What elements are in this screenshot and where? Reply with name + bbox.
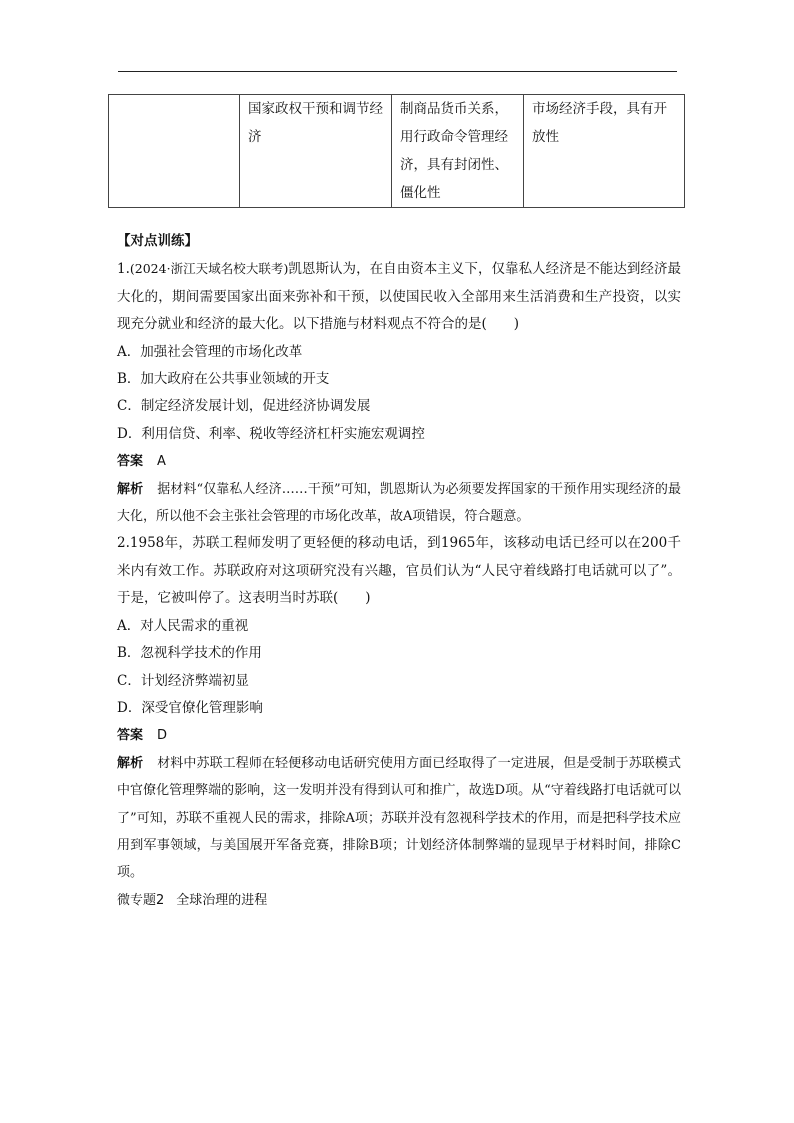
explanation-label: 解析 xyxy=(117,755,144,771)
answer-value: A xyxy=(157,454,166,470)
option-c: C．计划经济弊端初显 xyxy=(117,672,249,689)
explanation xyxy=(117,476,681,531)
answer-line xyxy=(117,448,681,475)
answer-label: 答案 xyxy=(117,454,144,470)
section-title: 【对点训练】 xyxy=(117,233,198,249)
table-cell: 制商品货币关系，用行政命令管理经济，具有封闭性、僵化性 xyxy=(392,95,524,208)
explanation-label: 解析 xyxy=(117,481,144,497)
explanation-text: 据材料“仅靠私人经济……干预”可知，凯恩斯认为必须要发挥国家的干预作用实现经济的最大化，所以他不会主张社会管理的市场化改革，故A项错误，符合题意。 xyxy=(117,481,681,525)
question-stem: 1958年，苏联工程师发明了更轻便的移动电话，到1965年，该移动电话已经可以在200千米内有效工作。苏联政府对这项研究没有兴趣，官员们认为“人民守着线路打电话就可以了”。于是，它被叫停了。这表明当时苏联( ) xyxy=(117,535,681,607)
option-a: A．对人民需求的重视 xyxy=(117,617,249,634)
exercise-content xyxy=(117,228,681,914)
answer-label: 答案 xyxy=(117,728,144,744)
explanation-text: 材料中苏联工程师在轻便移动电话研究使用方面已经取得了一定进展，但是受制于苏联模式中官僚化管理弊端的影响，这一发明并没有得到认可和推广，故选D项。从“守着线路打电话就可以了”可知，苏联不重视人民的需求，排除A项；苏联并没有忽视科学技术的作用，而是把科学技术应用到军事领域，与美国展开军备竞赛，排除B项；计划经济体制弊端的显现早于材料时间，排除C项。 xyxy=(117,755,681,881)
header-rule xyxy=(118,71,677,72)
question-source: (2024·浙江天域名校大联考) xyxy=(129,261,289,277)
option-d: D．利用信贷、利率、税收等经济杠杆实施宏观调控 xyxy=(117,425,425,442)
option-b: B．加大政府在公共事业领域的开支 xyxy=(117,371,330,388)
topic-title: 全球治理的进程 xyxy=(176,892,268,908)
question-number: 1. xyxy=(117,261,130,278)
question-2 xyxy=(117,530,681,612)
table-cell: 国家政权干预和调节经济 xyxy=(240,95,392,208)
table-cell: 市场经济手段，具有开放性 xyxy=(524,95,685,208)
topic-heading xyxy=(117,887,681,914)
option-d: D．深受官僚化管理影响 xyxy=(117,699,263,716)
question-1 xyxy=(117,255,681,338)
option-a: A．加强社会管理的市场化改革 xyxy=(117,343,303,360)
answer-line xyxy=(117,722,681,749)
question-number: 2. xyxy=(117,535,130,552)
option-c: C．制定经济发展计划，促进经济协调发展 xyxy=(117,398,371,415)
option-b: B．忽视科学技术的作用 xyxy=(117,645,262,662)
table-cell xyxy=(109,95,240,208)
question-stem: 凯恩斯认为，在自由资本主义下，仅靠私人经济是不能达到经济最大化的，期间需要国家出面来弥补和干预，以使国民收入全部用来生活消费和生产投资，以实现充分就业和经济的最大化。以下措施与材料观点不符合的是( ) xyxy=(117,261,682,333)
topic-number: 微专题2 xyxy=(117,892,165,908)
explanation xyxy=(117,750,681,887)
answer-value: D xyxy=(157,728,168,744)
table-row xyxy=(109,95,685,208)
comparison-table xyxy=(108,94,685,208)
